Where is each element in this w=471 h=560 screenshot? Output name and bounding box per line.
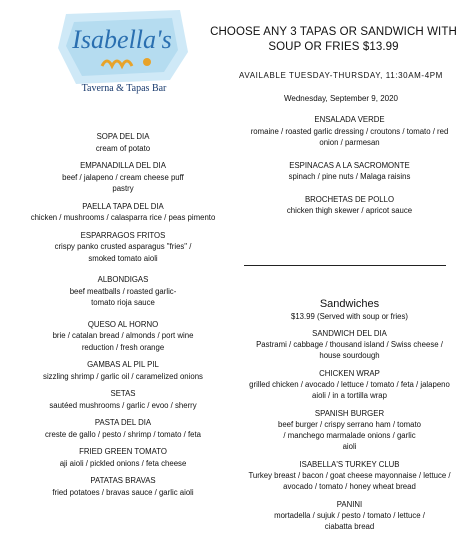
- menu-item-description: chicken thigh skewer / apricot sauce: [286, 206, 413, 215]
- menu-item: [10, 388, 236, 411]
- menu-item: [10, 230, 236, 265]
- menu-item-name: SOPA DEL DIA: [96, 132, 150, 141]
- menu-item-description: Turkey breast / bacon / goat cheese mayonnaise / lettuce / avocado / tomato / honey wheat bread: [248, 471, 451, 491]
- menu-item: [10, 359, 236, 382]
- menu-item-description: romaine / roasted garlic dressing / croutons / tomato / red onion / parmesan: [250, 126, 449, 147]
- menu-item-name: ESPINACAS A LA SACROMONTE: [289, 160, 410, 170]
- menu-item: [236, 459, 463, 492]
- menu-item-description: beef / jalapeno / cream cheese puff pastry: [62, 172, 184, 193]
- menu-item-description: Pastrami / cabbage / thousand island / Swiss cheese / house sourdough: [256, 340, 443, 360]
- menu-item-name: CHICKEN WRAP: [319, 369, 380, 378]
- menu-item-name: GAMBAS AL PIL PIL: [87, 360, 159, 369]
- menu-item-name: PATATAS BRAVAS: [90, 476, 156, 485]
- menu-item-description: grilled chicken / avocado / lettuce / tomato / feta / jalapeno aioli / in a tortilla wrap: [249, 380, 450, 400]
- menu-item: [10, 417, 236, 440]
- menu-item-name: SETAS: [110, 389, 136, 398]
- menu-item-name: QUESO AL HORNO: [87, 319, 159, 329]
- menu-item-name: PANINI: [336, 500, 363, 509]
- menu-date: Wednesday, September 9, 2020: [284, 94, 398, 103]
- menu-item: [10, 446, 236, 469]
- menu-item: [236, 408, 463, 452]
- section-title: Sandwiches: [319, 298, 380, 310]
- menu-item-description: sautéed mushrooms / garlic / evoo / sherry: [49, 400, 197, 410]
- menu-item-name: EMPANADILLA DEL DIA: [80, 161, 166, 170]
- menu-item-name: ALBONDIGAS: [97, 275, 149, 284]
- section-price: $13.99 (Served with soup or fries): [290, 312, 408, 321]
- menu-item-name: ENSALADA VERDE: [314, 115, 385, 124]
- menu-item-description: sizzling shrimp / garlic oil / caramelized onions: [43, 371, 203, 381]
- section-divider: [244, 265, 446, 266]
- menu-item: [10, 319, 236, 354]
- menu-item: [236, 499, 463, 532]
- menu-item-name: PASTA DEL DIA: [94, 418, 152, 427]
- menu-item-name: SANDWICH DEL DIA: [312, 329, 387, 338]
- menu-item-description: mortadella / sujuk / pesto / tomato / lettuce / ciabatta bread: [274, 511, 425, 531]
- logo-graphic: [52, 8, 192, 88]
- availability-note: AVAILABLE TUESDAY-THURSDAY, 11:30AM-4PM: [239, 71, 443, 80]
- svg-text:Isabella's: Isabella's: [72, 25, 172, 54]
- menu-item: [10, 274, 236, 309]
- menu-item: [236, 328, 463, 361]
- menu-item: [236, 194, 463, 217]
- menu-item-description: beef meatballs / roasted garlic-tomato rioja sauce: [69, 286, 177, 307]
- menu-item-description: aji aioli / pickled onions / feta cheese: [59, 458, 187, 468]
- logo-tagline: Taverna & Tapas Bar: [81, 83, 167, 94]
- menu-item-description: crispy panko crusted asparagus "fries" / smoked tomato aioli: [54, 242, 192, 263]
- menu-item-name: SPANISH BURGER: [314, 409, 385, 418]
- menu-item: [10, 475, 236, 498]
- menu-item-name: FRIED GREEN TOMATO: [79, 447, 167, 456]
- menu-item: [10, 131, 236, 154]
- menu-item-name: ISABELLA'S TURKEY CLUB: [299, 460, 400, 469]
- menu-item: [10, 201, 236, 224]
- menu-item-name: BROCHETAS DE POLLO: [304, 194, 395, 204]
- tapas-left-column: [10, 131, 236, 504]
- salads-right-column: [236, 114, 463, 228]
- menu-item-description: chicken / mushrooms / calasparra rice / peas pimento: [30, 213, 216, 222]
- menu-item: [236, 160, 463, 183]
- menu-item-description: fried potatoes / bravas sauce / garlic aioli: [52, 487, 194, 497]
- sandwiches-section: [236, 297, 463, 539]
- menu-item-name: PAELLA TAPA DEL DIA: [82, 201, 164, 211]
- menu-item-description: brie / catalan bread / almonds / port wine reduction / fresh orange: [52, 331, 194, 352]
- promo-headline: CHOOSE ANY 3 TAPAS OR SANDWICH WITH SOUP OR FRIES $13.99: [210, 26, 457, 53]
- menu-item-description: beef burger / crispy serrano ham / tomato / manchego marmalade onions / garlic aioli: [277, 420, 421, 451]
- menu-item-description: creste de gallo / pesto / shrimp / tomato / feta: [44, 429, 201, 439]
- menu-item-name: ESPARRAGOS FRITOS: [80, 230, 166, 240]
- menu-item: [236, 368, 463, 401]
- menu-item-description: cream of potato: [95, 143, 151, 153]
- menu-item: [10, 160, 236, 195]
- menu-item: [236, 114, 463, 149]
- menu-item-description: spinach / pine nuts / Malaga raisins: [288, 172, 411, 181]
